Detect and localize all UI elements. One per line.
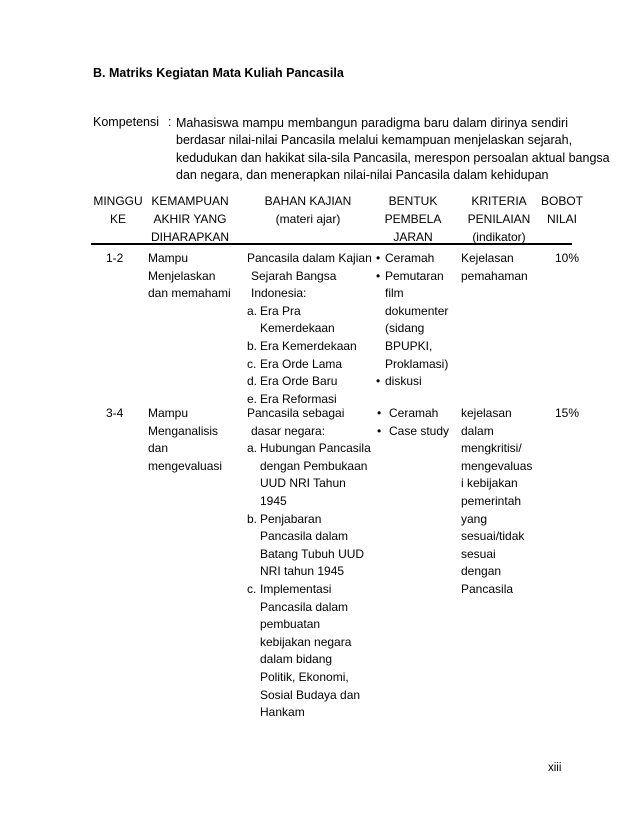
list-marker: a.: [247, 303, 258, 318]
row2-bentuk: [375, 405, 449, 440]
list-item-text: Pancasila dalam: [260, 599, 349, 614]
list-marker: a.: [247, 441, 258, 456]
page-number: xiii: [548, 762, 562, 774]
kompetensi-text: [176, 115, 610, 184]
cell-line: dasar negara:: [251, 423, 326, 438]
list-item-text: Era Orde Lama: [260, 356, 343, 371]
bullet-item: [375, 405, 449, 423]
list-item-text: Pancasila dalam: [260, 529, 349, 544]
header-bobot: [540, 192, 584, 228]
list-item: [247, 338, 372, 356]
bullet-text: dokumenter: [385, 303, 449, 318]
list-item: [247, 303, 372, 338]
cell-line: mengevaluas: [461, 458, 533, 473]
kompetensi-line: dan negara, dan menerapkan nilai-nilai Pancasila dalam kehidupan: [176, 167, 549, 182]
cell-line: Menganalisis: [148, 423, 219, 438]
header-bentuk: [378, 192, 448, 246]
list-item-text: kebijakan negara: [260, 634, 352, 649]
cell-line: i kebijakan: [461, 476, 518, 491]
bullet-text: • Ceramah: [385, 251, 435, 265]
row2-kriteria: [461, 405, 532, 599]
list-item: [247, 511, 371, 581]
list-item-text: dalam bidang: [260, 652, 333, 667]
row2-week: 3-4: [106, 406, 124, 420]
list-marker: c.: [247, 356, 257, 371]
cell-line: Kejelasan: [461, 251, 514, 265]
row1-kemampuan: [148, 250, 231, 303]
cell-line: mengevaluasi: [148, 458, 223, 473]
row1-bobot: 10%: [555, 251, 580, 265]
row1-week: 1-2: [106, 251, 124, 265]
cell-line: Menjelaskan: [148, 268, 216, 283]
list-item-text: Politik, Ekonomi,: [260, 669, 349, 684]
cell-line: dan: [148, 441, 169, 456]
list-marker: e.: [247, 391, 258, 406]
cell-line: Sejarah Bangsa: [251, 268, 337, 283]
cell-line: Pancasila: [461, 581, 514, 596]
row2-kemampuan: [148, 405, 222, 475]
bahan-list: [247, 440, 371, 722]
bullet-item: [375, 268, 448, 374]
kompetensi-line: kedudukan dan hakikat sila-sila Pancasila, merespon persoalan aktual bangsa: [176, 150, 610, 165]
list-item-text: Penjabaran: [260, 511, 322, 526]
list-item-text: Era Kemerdekaan: [260, 338, 357, 353]
header-line: (materi ajar): [275, 212, 341, 226]
list-item-text: Kemerdekaan: [260, 321, 335, 336]
list-item-text: Era Pra: [260, 303, 301, 318]
cell-line: pemerintah: [461, 493, 522, 508]
cell-line: kejelasan: [461, 406, 512, 420]
row1-bahan-kajian: [247, 250, 372, 408]
header-line: JARAN: [393, 230, 433, 244]
cell-line: sesuai: [461, 546, 496, 561]
header-line: PENILAIAN: [467, 212, 531, 226]
list-item-text: Hankam: [260, 705, 305, 720]
bullet-item: [375, 373, 448, 391]
list-marker: c.: [247, 581, 257, 596]
cell-line: dengan: [461, 564, 502, 579]
cell-line: Mampu: [148, 406, 189, 420]
list-marker: b.: [247, 338, 258, 353]
list-item-text: UUD NRI Tahun: [260, 476, 346, 491]
row1-kriteria: [461, 250, 528, 285]
list-item-text: Hubungan Pancasila: [260, 441, 371, 456]
header-line: NILAI: [546, 212, 577, 226]
cell-line: pemahaman: [461, 268, 528, 283]
cell-line: Indonesia:: [251, 286, 307, 301]
bullet-text: BPUPKI,: [385, 338, 433, 353]
header-line: BOBOT: [540, 194, 583, 208]
header-line: MINGGU: [93, 194, 143, 208]
list-item-text: Era Orde Baru: [260, 374, 338, 389]
header-bahan-kajian: [246, 192, 370, 228]
list-item: [247, 373, 372, 391]
bullet-text: • Pemutaran: [385, 268, 444, 283]
list-item-text: Batang Tubuh UUD: [260, 546, 365, 561]
header-line: (indikator): [472, 230, 526, 244]
row1-bentuk: [375, 250, 448, 391]
list-item: [247, 581, 371, 722]
bullet-text: • diskusi: [385, 374, 422, 389]
bahan-list: [247, 303, 372, 409]
list-item: [247, 440, 371, 510]
bullet-text: (sidang: [385, 321, 425, 336]
bentuk-list: [375, 250, 448, 391]
cell-line: dalam: [461, 423, 494, 438]
header-line: AKHIR YANG: [153, 212, 227, 226]
header-line: KRITERIA: [471, 194, 527, 208]
list-marker: d.: [247, 374, 258, 389]
header-line: PEMBELA: [384, 212, 442, 226]
cell-line: mengkritisi/: [461, 441, 522, 456]
header-line: KEMAMPUAN: [151, 194, 229, 208]
bentuk-list: [375, 405, 449, 440]
bullet-text: Proklamasi): [385, 356, 449, 371]
list-item: [247, 356, 372, 374]
bullet-item: [375, 423, 449, 441]
list-item-text: pembuatan: [260, 617, 321, 632]
bullet-text: • Ceramah: [389, 406, 439, 420]
row2-bobot: 15%: [555, 406, 580, 420]
list-item-text: Era Reformasi: [260, 391, 337, 406]
kompetensi-line: Mahasiswa mampu membangun paradigma baru dalam dirinya sendiri: [176, 116, 568, 130]
cell-line: Pancasila sebagai: [247, 406, 345, 420]
kompetensi-colon: :: [168, 115, 172, 129]
list-item-text: dengan Pembukaan: [260, 458, 368, 473]
header-kemampuan: [147, 192, 233, 246]
list-item-text: NRI tahun 1945: [260, 564, 345, 579]
cell-line: dan memahami: [148, 286, 231, 301]
header-kriteria: [458, 192, 540, 246]
list-item-text: Sosial Budaya dan: [260, 687, 361, 702]
bullet-item: [375, 250, 448, 268]
list-item-text: 1945: [260, 493, 287, 508]
row2-bahan-kajian: [247, 405, 371, 722]
cell-line: Pancasila dalam Kajian: [247, 251, 372, 265]
header-line: KE: [109, 212, 126, 226]
header-line: BENTUK: [388, 194, 438, 208]
list-marker: b.: [247, 511, 258, 526]
header-minggu: [91, 192, 145, 228]
header-rule: [91, 243, 572, 245]
bullet-text: film: [385, 286, 404, 301]
section-heading: B. Matriks Kegiatan Mata Kuliah Pancasila: [93, 66, 344, 80]
cell-line: yang: [461, 511, 488, 526]
cell-line: sesuai/tidak: [461, 529, 525, 544]
kompetensi-line: berdasar nilai-nilai Pancasila melalui kemampuan menjelaskan sejarah,: [176, 133, 573, 148]
header-line: DIHARAPKAN: [150, 230, 230, 244]
header-line: BAHAN KAJIAN: [264, 194, 352, 208]
bullet-text: • Case study: [389, 423, 450, 438]
list-item-text: Implementasi: [260, 581, 332, 596]
cell-line: Mampu: [148, 251, 189, 265]
kompetensi-label: Kompetensi: [93, 115, 160, 129]
